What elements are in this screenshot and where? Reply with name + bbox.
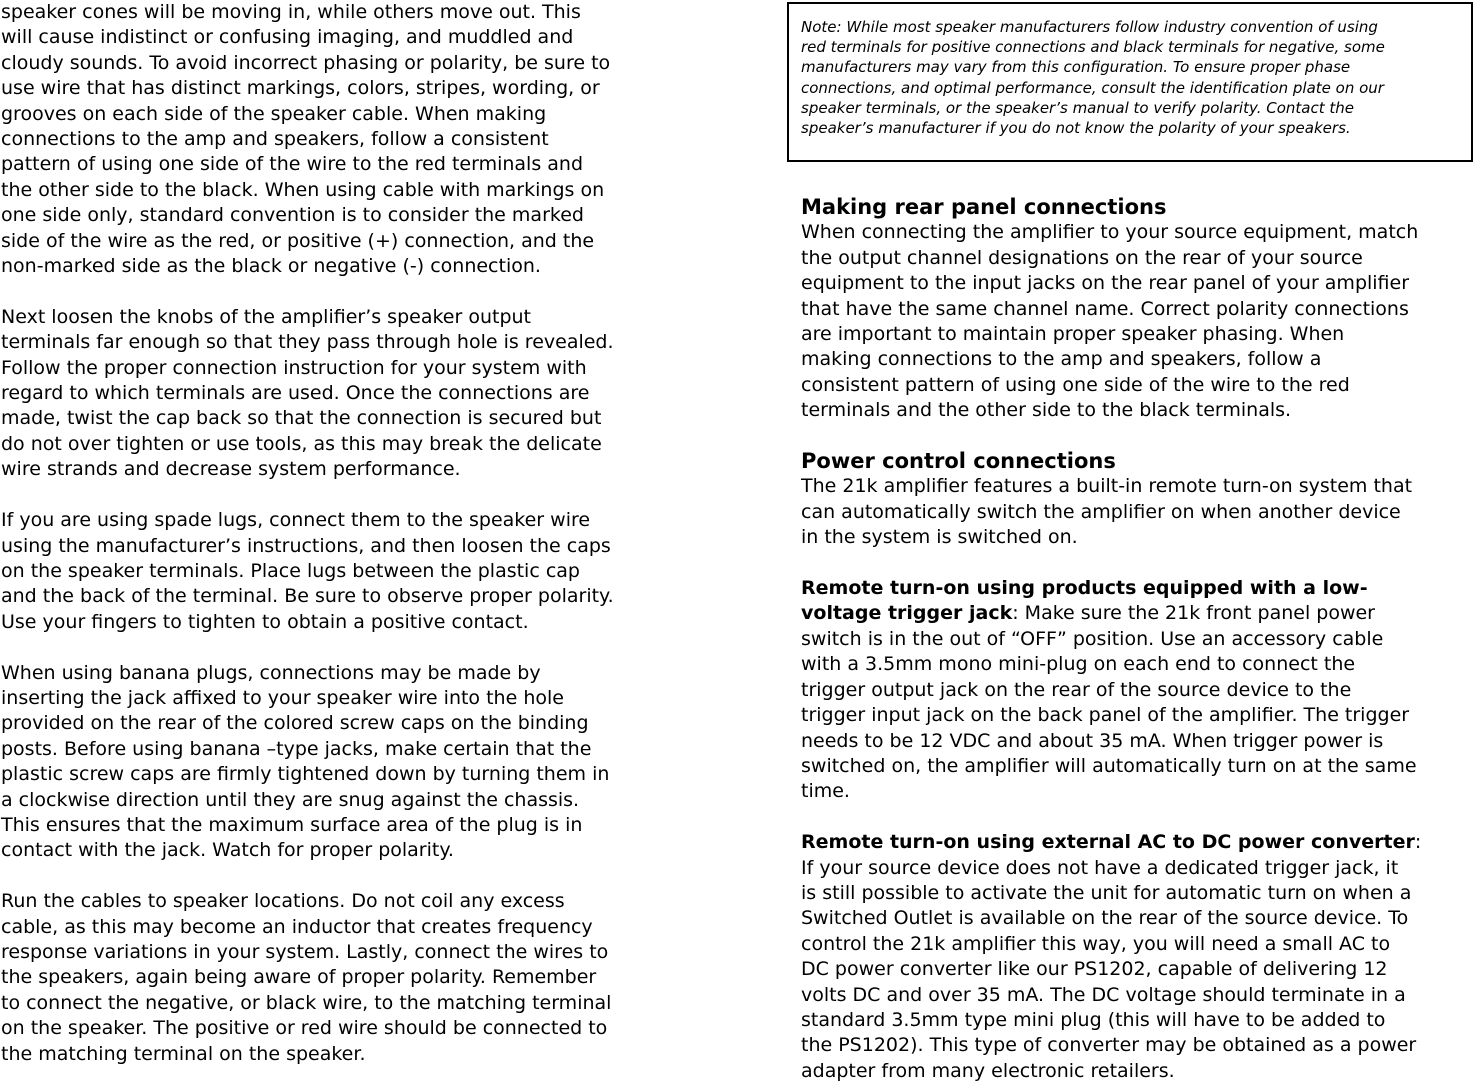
heading-power-control-connections: Power control connections [801, 449, 1116, 474]
paragraph-banana-plugs: When using banana plugs, connections may be made by inserting the jack affixed to your speaker wire into the hole provided on the rear of the colored screw caps on the binding posts. Before using banana –type jacks, make certain that the plastic screw caps are firmly tightened down by turning them in a clockwise direction until they are snug against the chassis. This ensures that the maximum surface area of the plug is in contact with the jack. Watch for proper polarity. [1, 661, 610, 862]
paragraph-gap [801, 805, 1481, 830]
paragraph-run-cables: Run the cables to speaker locations. Do not coil any excess cable, as this may become an inductor that creates frequency response variations in your system. Lastly, connect the wires to the speakers, again being aware of proper polarity. Remember to connect the negative, or black wire, to the matching terminal on the speaker. The positive or red wire should be connected to the matching terminal on the speaker. [1, 890, 612, 1065]
paragraph-spade-lugs: If you are using spade lugs, connect them to the speaker wire using the manufacturer’s instructions, and then loosen the caps on the speaker terminals. Place lugs between the plastic cap and the back of the terminal. Be sure to observe proper polarity. Use your fingers to tighten to obtain a positive contact. [1, 509, 614, 633]
paragraph-gap [1, 483, 691, 508]
right-column [801, 195, 1481, 1084]
paragraph-phasing: speaker cones will be moving in, while others move out. This will cause indistinct or confusing imaging, and muddled and cloudy sounds. To avoid incorrect phasing or polarity, be sure to use wire that has distinct markings, colors, stripes, wording, or grooves on each side of the speaker cable. When making connections to the amp and speakers, follow a consistent pattern of using one side of the wire to the red terminals and the other side to the black. When using cable with markings on one side only, standard convention is to consider the marked side of the wire as the red, or positive (+) connection, and the non-marked side as the black or negative (-) connection. [1, 1, 611, 278]
paragraph-gap [1, 279, 691, 304]
polarity-note-box [787, 2, 1473, 162]
paragraph-gap [1, 864, 691, 889]
paragraph-rear-panel: When connecting the amplifier to your source equipment, match the output channel designations on the rear of your source equipment to the input jacks on the rear panel of your amplifier that have the same channel name. Correct polarity connections are important to maintain proper speaker phasing. When making connections to the amp and speakers, follow a consistent pattern of using one side of the wire to the red terminals and the other side to the black terminals. [801, 221, 1419, 422]
subheading-ac-dc-converter: Remote turn-on using external AC to DC power converter [801, 831, 1415, 854]
paragraph-output-terminals: Next loosen the knobs of the amplifier’s speaker output terminals far enough so that they pass through hole is revealed. Follow the proper connection instruction for your system with regard to which terminals are used. Once the connections are made, twist the cap back so that the connection is secured but do not over tighten or use tools, as this may break the delicate wire strands and decrease system performance. [1, 305, 614, 481]
paragraph-ac-dc-converter [801, 830, 1481, 1084]
left-column [1, 0, 691, 1067]
paragraph-gap [801, 424, 1481, 449]
paragraph-trigger-jack [801, 576, 1481, 805]
text-trigger-jack: : Make sure the 21k front panel power switch is in the out of “OFF” position. Use an accessory cable with a 3.5mm mono mini-plug on each end to connect the trigger output jack on the rear of the source device to the trigger input jack on the back panel of the amplifier. The trigger needs to be 12 VDC and about 35 mA. When trigger power is switched on, the amplifier will automatically turn on at the same time. [801, 602, 1417, 803]
subheading-trigger-jack: Remote turn-on using products equipped with a low- voltage trigger jack [801, 577, 1368, 625]
paragraph-gap [1, 635, 691, 660]
heading-rear-panel-connections: Making rear panel connections [801, 195, 1167, 219]
paragraph-gap [801, 551, 1481, 576]
text-ac-dc-converter: : If your source device does not have a dedicated trigger jack, it is still possible to activate the unit for automatic turn on when a Switched Outlet is available on the rear of the source device. To control the 21k amplifier this way, you will need a small AC to DC power converter like our PS1202, capable of delivering 12 volts DC and over 35 mA. The DC voltage should terminate in a standard 3.5mm type mini plug (this will have to be added to the PS1202). This type of converter may be obtained as a power adapter from many electronic retailers. [801, 831, 1422, 1082]
polarity-note-text: Note: While most speaker manufacturers follow industry convention of using red terminals for positive connections and black terminals for negative, some manufacturers may vary from this configuration. To ensure proper phase connections, and optimal performance, consult the identification plate on our speaker terminals, or the speaker’s manual to verify polarity. Contact the speaker’s manufacturer if you do not know the polarity of your speakers. [801, 18, 1385, 138]
paragraph-power-control: The 21k amplifier features a built-in remote turn-on system that can automatically switch the amplifier on when another device in the system is switched on. [801, 475, 1413, 549]
